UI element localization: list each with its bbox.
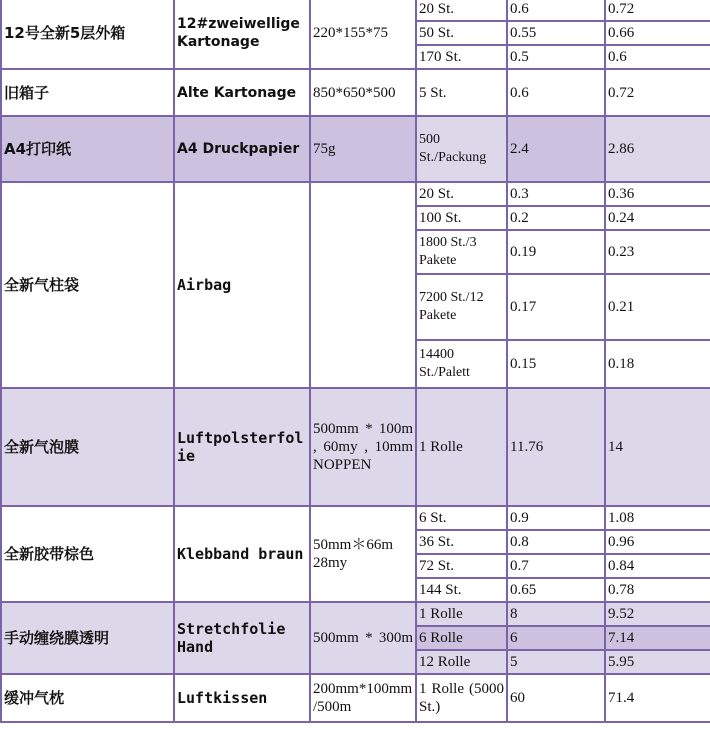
spec-cell: 500mm * 100m , 60my , 10mm NOPPEN (310, 388, 416, 506)
table-row (1, 116, 710, 182)
price-cell: 0.72 (605, 0, 710, 21)
table-row (1, 0, 710, 21)
spec-cell: 200mm*100mm/500m (310, 674, 416, 722)
quantity-cell: 500 St./Packung (416, 116, 507, 182)
quantity-cell: 1 Rolle (416, 602, 507, 626)
chinese-name-cell: 手动缠绕膜透明 (1, 602, 174, 674)
price-cell: 0.15 (507, 340, 605, 388)
chinese-name-cell: 全新气泡膜 (1, 388, 174, 506)
quantity-cell: 144 St. (416, 578, 507, 602)
price-cell: 0.23 (605, 230, 710, 274)
german-name-cell: Alte Kartonage (174, 69, 310, 116)
price-cell: 0.18 (605, 340, 710, 388)
table-row (1, 602, 710, 626)
price-cell: 0.65 (507, 578, 605, 602)
price-cell: 0.66 (605, 21, 710, 45)
table-row (1, 674, 710, 722)
price-cell: 0.8 (507, 530, 605, 554)
price-cell: 60 (507, 674, 605, 722)
german-name-cell: Airbag (174, 182, 310, 388)
spec-cell: 50mm＊66m 28my (310, 506, 416, 602)
price-cell: 0.17 (507, 274, 605, 340)
quantity-cell: 14400 St./Palett (416, 340, 507, 388)
price-cell: 2.4 (507, 116, 605, 182)
price-cell: 0.78 (605, 578, 710, 602)
table-row (1, 388, 710, 506)
price-cell: 11.76 (507, 388, 605, 506)
chinese-name-cell: 缓冲气枕 (1, 674, 174, 722)
quantity-cell: 72 St. (416, 554, 507, 578)
quantity-cell: 100 St. (416, 206, 507, 230)
price-cell: 0.96 (605, 530, 710, 554)
price-cell: 9.52 (605, 602, 710, 626)
price-cell: 0.7 (507, 554, 605, 578)
spec-cell: 500mm * 300m (310, 602, 416, 674)
quantity-cell: 6 St. (416, 506, 507, 530)
spec-cell (310, 182, 416, 388)
price-cell: 0.3 (507, 182, 605, 206)
quantity-cell: 36 St. (416, 530, 507, 554)
price-cell: 1.08 (605, 506, 710, 530)
german-name-cell: Luftkissen (174, 674, 310, 722)
quantity-cell: 7200 St./12 Pakete (416, 274, 507, 340)
price-cell: 0.5 (507, 45, 605, 69)
german-name-cell: A4 Druckpapier (174, 116, 310, 182)
quantity-cell: 6 Rolle (416, 626, 507, 650)
german-name-cell: Luftpolsterfolie (174, 388, 310, 506)
german-name-cell: 12#zweiwellige Kartonage (174, 0, 310, 69)
price-cell: 0.21 (605, 274, 710, 340)
price-cell: 8 (507, 602, 605, 626)
quantity-cell: 50 St. (416, 21, 507, 45)
price-cell: 2.86 (605, 116, 710, 182)
quantity-cell: 170 St. (416, 45, 507, 69)
price-cell: 0.72 (605, 69, 710, 116)
price-cell: 0.24 (605, 206, 710, 230)
price-cell: 0.6 (605, 45, 710, 69)
price-cell: 0.19 (507, 230, 605, 274)
price-cell: 0.84 (605, 554, 710, 578)
quantity-cell: 12 Rolle (416, 650, 507, 674)
table-row (1, 506, 710, 530)
quantity-cell: 20 St. (416, 0, 507, 21)
table-row (1, 69, 710, 116)
german-name-cell: Klebband braun (174, 506, 310, 602)
chinese-name-cell: 全新胶带棕色 (1, 506, 174, 602)
chinese-name-cell: 12号全新5层外箱 (1, 0, 174, 69)
price-cell: 5 (507, 650, 605, 674)
table-row (1, 182, 710, 206)
chinese-name-cell: A4打印纸 (1, 116, 174, 182)
spec-cell: 220*155*75 (310, 0, 416, 69)
chinese-name-cell: 旧箱子 (1, 69, 174, 116)
spec-cell: 75g (310, 116, 416, 182)
price-cell: 0.6 (507, 0, 605, 21)
quantity-cell: 1 Rolle (416, 388, 507, 506)
price-cell: 71.4 (605, 674, 710, 722)
price-cell: 6 (507, 626, 605, 650)
price-cell: 14 (605, 388, 710, 506)
price-cell: 0.6 (507, 69, 605, 116)
german-name-cell: Stretchfolie Hand (174, 602, 310, 674)
price-cell: 0.9 (507, 506, 605, 530)
price-cell: 0.55 (507, 21, 605, 45)
price-cell: 7.14 (605, 626, 710, 650)
quantity-cell: 20 St. (416, 182, 507, 206)
price-cell: 0.2 (507, 206, 605, 230)
price-cell: 5.95 (605, 650, 710, 674)
quantity-cell: 1 Rolle (5000 St.) (416, 674, 507, 722)
chinese-name-cell: 全新气柱袋 (1, 182, 174, 388)
quantity-cell: 5 St. (416, 69, 507, 116)
price-cell: 0.36 (605, 182, 710, 206)
spec-cell: 850*650*500 (310, 69, 416, 116)
quantity-cell: 1800 St./3 Pakete (416, 230, 507, 274)
